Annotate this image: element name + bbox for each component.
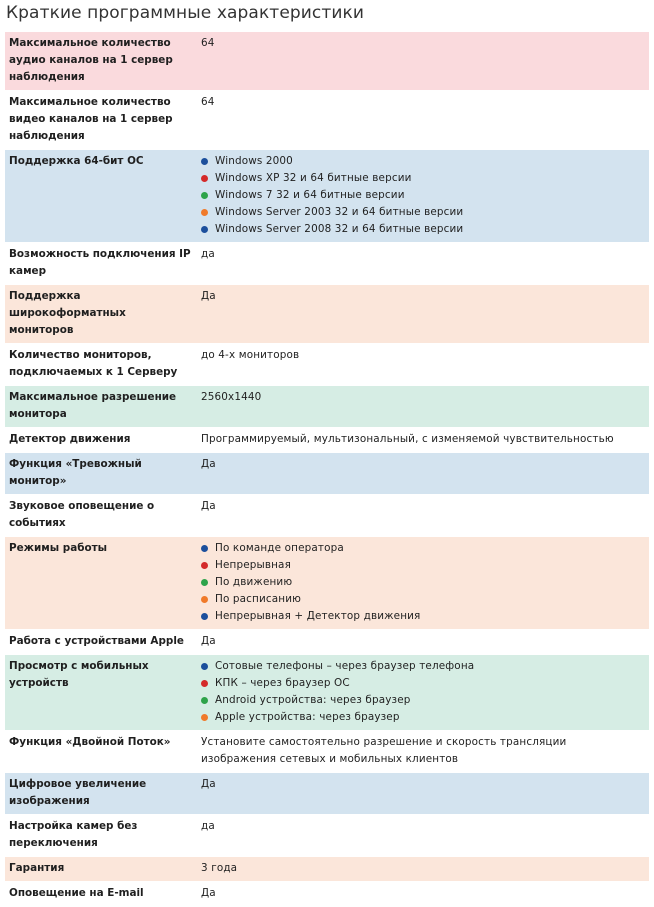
spec-name: Детектор движения: [9, 433, 131, 445]
spec-row: [5, 428, 649, 453]
spec-value: да: [201, 248, 215, 260]
spec-value: до 4-х мониторов: [201, 349, 300, 361]
spec-value: Да: [201, 778, 216, 790]
spec-value: Да: [201, 458, 216, 470]
bullet-dot-icon: [201, 562, 208, 569]
list-item-text: Сотовые телефоны – через браузер телефона: [215, 660, 475, 672]
list-item: [201, 204, 645, 221]
spec-name: Максимальное количество аудио каналов на 1 сервер наблюдения: [9, 37, 173, 83]
spec-value: 64: [201, 96, 215, 108]
list-item: [201, 692, 645, 709]
list-item-text: Windows 2000: [215, 155, 293, 167]
list-item: [201, 170, 645, 187]
spec-name: Настройка камер без переключения: [9, 820, 138, 849]
bullet-dot-icon: [201, 192, 208, 199]
list-item-text: Непрерывная: [215, 559, 291, 571]
list-item: [201, 557, 645, 574]
spec-name: Функция «Двойной Поток»: [9, 736, 171, 748]
list-item-text: По движению: [215, 576, 293, 588]
spec-row: [5, 731, 649, 773]
spec-row: [5, 453, 649, 495]
spec-row: [5, 344, 649, 386]
list-item-text: Windows XP 32 и 64 битные версии: [215, 172, 412, 184]
spec-name: Звуковое оповещение о событиях: [9, 500, 155, 529]
spec-name: Режимы работы: [9, 542, 108, 554]
spec-value: Да: [201, 887, 216, 899]
spec-row: [5, 243, 649, 285]
spec-row: [5, 655, 649, 731]
spec-name: Поддержка широкоформатных мониторов: [9, 290, 126, 336]
bullet-dot-icon: [201, 209, 208, 216]
bullet-dot-icon: [201, 714, 208, 721]
spec-value: Да: [201, 500, 216, 512]
spec-value: Программируемый, мультизональный, с изменяемой чувствительностью: [201, 433, 614, 445]
spec-row: [5, 150, 649, 243]
list-item-text: Android устройства: через браузер: [215, 694, 411, 706]
list-item: [201, 574, 645, 591]
page-title: Краткие программные характеристики: [6, 3, 365, 23]
spec-value: 2560x1440: [201, 391, 262, 403]
list-item: [201, 187, 645, 204]
list-item: [201, 221, 645, 238]
bullet-dot-icon: [201, 545, 208, 552]
spec-value-list: [201, 153, 645, 238]
list-item: [201, 709, 645, 726]
spec-row: [5, 495, 649, 537]
list-item-text: По команде оператора: [215, 542, 344, 554]
list-item: [201, 608, 645, 625]
list-item-text: По расписанию: [215, 593, 302, 605]
spec-name: Возможность подключения IP камер: [9, 248, 191, 277]
spec-row: [5, 537, 649, 630]
spec-row: [5, 386, 649, 428]
specs-table: [5, 32, 649, 907]
list-item-text: Windows Server 2003 32 и 64 битные версии: [215, 206, 464, 218]
spec-name: Просмотр с мобильных устройств: [9, 660, 149, 689]
spec-name: Максимальное количество видео каналов на 1 сервер наблюдения: [9, 96, 173, 142]
spec-row: [5, 857, 649, 882]
list-item-text: Apple устройства: через браузер: [215, 711, 400, 723]
list-item-text: Непрерывная + Детектор движения: [215, 610, 421, 622]
list-item-text: Windows Server 2008 32 и 64 битные версии: [215, 223, 464, 235]
spec-name: Максимальное разрешение монитора: [9, 391, 177, 420]
spec-value: 3 года: [201, 862, 238, 874]
spec-row: [5, 91, 649, 150]
spec-name: Функция «Тревожный монитор»: [9, 458, 142, 487]
bullet-dot-icon: [201, 158, 208, 165]
spec-name: Количество мониторов, подключаемых к 1 Серверу: [9, 349, 178, 378]
bullet-dot-icon: [201, 579, 208, 586]
spec-value: [197, 655, 649, 726]
bullet-dot-icon: [201, 663, 208, 670]
spec-value: да: [201, 820, 215, 832]
bullet-dot-icon: [201, 226, 208, 233]
spec-value: Да: [201, 635, 216, 647]
list-item-text: КПК – через браузер ОС: [215, 677, 350, 689]
list-item: [201, 658, 645, 675]
list-item: [201, 153, 645, 170]
spec-row: [5, 773, 649, 815]
bullet-dot-icon: [201, 697, 208, 704]
bullet-dot-icon: [201, 175, 208, 182]
spec-row: [5, 882, 649, 907]
spec-value: [197, 150, 649, 238]
spec-name: Цифровое увеличение изображения: [9, 778, 147, 807]
spec-value-list: [201, 658, 645, 726]
spec-row: [5, 815, 649, 857]
spec-name: Работа с устройствами Apple: [9, 635, 184, 647]
spec-value: 64: [201, 37, 215, 49]
bullet-dot-icon: [201, 613, 208, 620]
spec-value: [197, 537, 649, 625]
spec-name: Поддержка 64-бит ОС: [9, 155, 144, 167]
spec-name: Гарантия: [9, 862, 65, 874]
spec-value-list: [201, 540, 645, 625]
spec-value: Установите самостоятельно разрешение и скорость трансляции изображения сетевых и мобильных клиентов: [201, 736, 567, 765]
list-item: [201, 591, 645, 608]
list-item: [201, 675, 645, 692]
spec-row: [5, 630, 649, 655]
bullet-dot-icon: [201, 680, 208, 687]
bullet-dot-icon: [201, 596, 208, 603]
spec-row: [5, 285, 649, 344]
spec-name: Оповещение на E-mail: [9, 887, 144, 899]
spec-value: Да: [201, 290, 216, 302]
spec-row: [5, 32, 649, 91]
list-item: [201, 540, 645, 557]
list-item-text: Windows 7 32 и 64 битные версии: [215, 189, 405, 201]
